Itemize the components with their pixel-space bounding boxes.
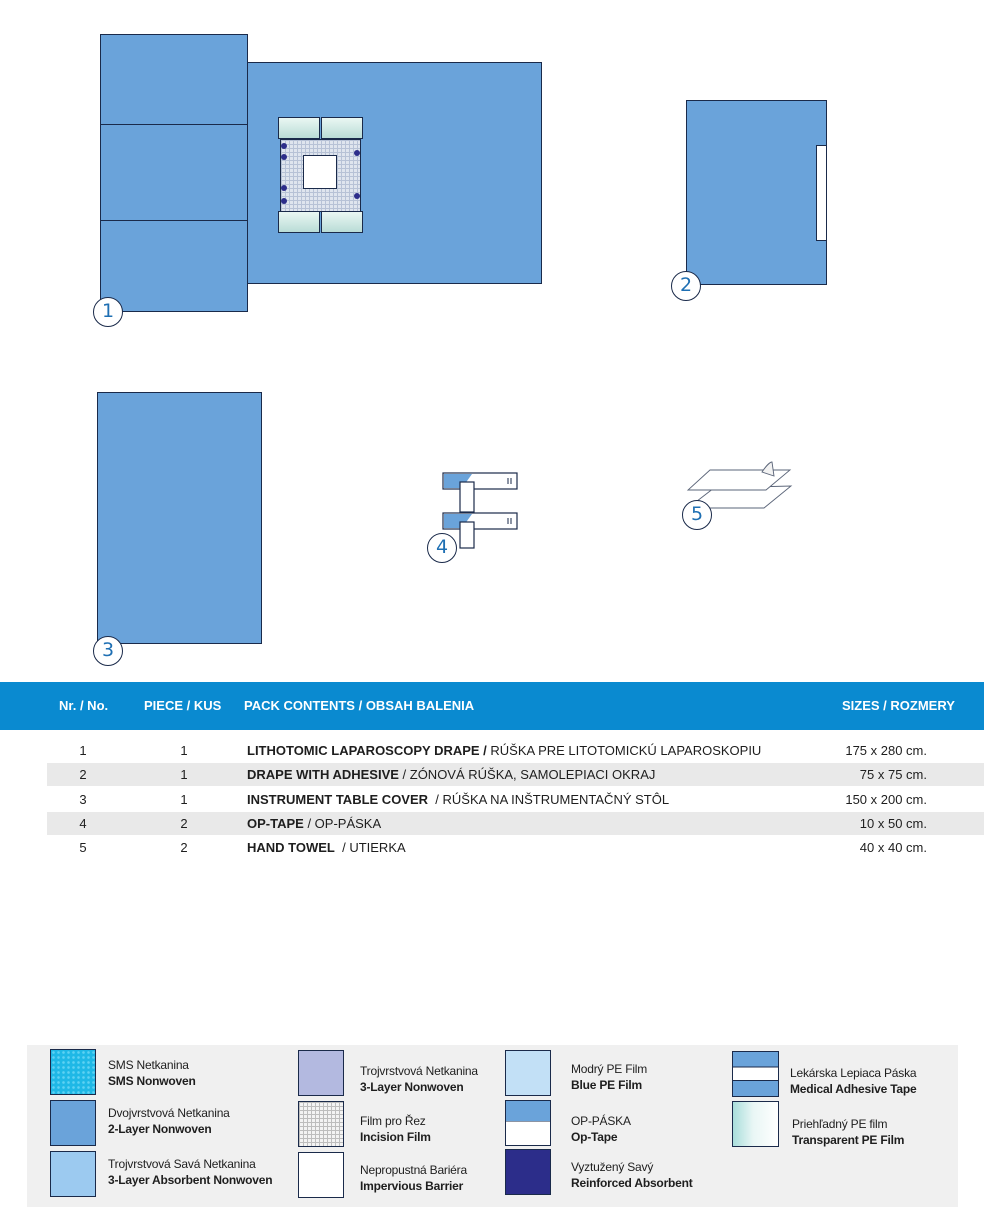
adhesive-edge-strip bbox=[816, 145, 827, 241]
cell-size: 75 x 75 cm. bbox=[859, 767, 927, 782]
item-1-drape-illustration bbox=[100, 34, 543, 312]
cell-contents bbox=[247, 792, 669, 807]
swatch-incision-film bbox=[298, 1101, 344, 1147]
legend-label: OP-PÁSKA Op-Tape bbox=[571, 1114, 631, 1144]
op-tape-upper bbox=[443, 473, 517, 512]
cell-piece: 1 bbox=[180, 792, 188, 807]
item-desc: / OP-PÁSKA bbox=[303, 816, 382, 831]
table-row bbox=[47, 739, 984, 762]
legend-label: Vyztužený Savý Reinforced Absorbent bbox=[571, 1160, 693, 1190]
table-row bbox=[47, 788, 984, 811]
swatch-reinforced-absorbent bbox=[505, 1149, 551, 1195]
swatch-op-tape bbox=[505, 1100, 551, 1146]
swatch-medical-adhesive-tape bbox=[732, 1051, 779, 1097]
table-header bbox=[0, 682, 984, 730]
legend-label: Trojvrstvová Netkanina 3-Layer Nonwoven bbox=[360, 1064, 478, 1094]
cell-nr: 4 bbox=[79, 816, 87, 831]
cell-nr: 5 bbox=[79, 840, 87, 855]
swatch-sms-nonwoven bbox=[50, 1049, 96, 1095]
incision-window bbox=[278, 117, 363, 233]
cell-contents bbox=[247, 840, 406, 855]
cell-size: 175 x 280 cm. bbox=[845, 743, 927, 758]
material-legend bbox=[27, 1045, 958, 1207]
adhesive-strip-bottom-right bbox=[321, 211, 363, 233]
cell-contents bbox=[247, 767, 655, 782]
reinforced-dot bbox=[281, 154, 287, 160]
header-nr: Nr. / No. bbox=[59, 698, 109, 713]
item-2-drape-illustration bbox=[686, 100, 827, 285]
swatch-transparent-pe-film bbox=[732, 1101, 779, 1147]
item-number-2: 2 bbox=[671, 271, 701, 301]
adhesive-strip-top-left bbox=[278, 117, 320, 139]
item-desc: / UTIERKA bbox=[334, 840, 406, 855]
legend-label: Trojvrstvová Savá Netkanina 3-Layer Absorbent Nonwoven bbox=[108, 1157, 273, 1187]
cell-piece: 1 bbox=[180, 743, 188, 758]
item-number-1: 1 bbox=[93, 297, 123, 327]
reinforced-dot bbox=[281, 185, 287, 191]
item-name: OP-TAPE bbox=[247, 816, 304, 831]
cell-size: 40 x 40 cm. bbox=[859, 840, 927, 855]
legend-label: Priehľadný PE film Transparent PE Film bbox=[792, 1117, 905, 1147]
cell-contents bbox=[247, 743, 761, 758]
swatch-3-layer-absorbent bbox=[50, 1151, 96, 1197]
reinforced-dot bbox=[281, 143, 287, 149]
reinforced-dot bbox=[281, 198, 287, 204]
legend-label: Nepropustná Bariéra Impervious Barrier bbox=[360, 1163, 467, 1193]
table-row bbox=[47, 836, 984, 859]
cell-piece: 1 bbox=[180, 767, 188, 782]
swatch-impervious-barrier bbox=[298, 1152, 344, 1198]
cell-size: 10 x 50 cm. bbox=[859, 816, 927, 831]
item-desc: / RÚŠKA NA INŠTRUMENTAČNÝ STÔL bbox=[428, 792, 670, 807]
incision-opening bbox=[303, 155, 337, 189]
item-name: DRAPE WITH ADHESIVE bbox=[247, 767, 399, 782]
drape-left-panel-top bbox=[100, 34, 248, 125]
item-desc: / ZÓNOVÁ RÚŠKA, SAMOLEPIACI OKRAJ bbox=[398, 767, 656, 782]
item-name: INSTRUMENT TABLE COVER bbox=[247, 792, 429, 807]
adhesive-strip-bottom-left bbox=[278, 211, 320, 233]
item-3-table-cover-illustration bbox=[97, 392, 262, 644]
cell-nr: 1 bbox=[79, 743, 87, 758]
cell-size: 150 x 200 cm. bbox=[845, 792, 927, 807]
cell-piece: 2 bbox=[180, 816, 188, 831]
item-name: HAND TOWEL bbox=[247, 840, 335, 855]
swatch-2-layer-nonwoven bbox=[50, 1100, 96, 1146]
item-name: LITHOTOMIC LAPAROSCOPY DRAPE / bbox=[247, 743, 487, 758]
cell-nr: 3 bbox=[79, 792, 87, 807]
item-number-5: 5 bbox=[682, 500, 712, 530]
swatch-blue-pe-film bbox=[505, 1050, 551, 1096]
reinforced-dot bbox=[354, 193, 360, 199]
legend-label: Film pro Řez Incision Film bbox=[360, 1114, 431, 1144]
item-number-3: 3 bbox=[93, 636, 123, 666]
cell-nr: 2 bbox=[79, 767, 87, 782]
header-sizes: SIZES / ROZMERY bbox=[842, 698, 955, 713]
cell-contents bbox=[247, 816, 381, 831]
table-row bbox=[47, 763, 984, 786]
item-desc: RÚŠKA PRE LITOTOMICKÚ LAPAROSKOPIU bbox=[486, 743, 762, 758]
legend-label: Modrý PE Film Blue PE Film bbox=[571, 1062, 648, 1092]
header-contents: PACK CONTENTS / OBSAH BALENIA bbox=[244, 698, 475, 713]
drape-left-panel-bottom bbox=[100, 220, 248, 312]
legend-label: Dvojvrstvová Netkanina 2-Layer Nonwoven bbox=[108, 1106, 230, 1136]
swatch-3-layer-nonwoven bbox=[298, 1050, 344, 1096]
header-piece: PIECE / KUS bbox=[144, 698, 222, 713]
drape-left-panel-middle bbox=[100, 124, 248, 221]
reinforced-dot bbox=[354, 150, 360, 156]
item-number-4: 4 bbox=[427, 533, 457, 563]
cell-piece: 2 bbox=[180, 840, 188, 855]
legend-label: SMS Netkanina SMS Nonwoven bbox=[108, 1058, 196, 1088]
adhesive-strip-top-right bbox=[321, 117, 363, 139]
legend-label: Lekárska Lepiaca Páska Medical Adhesive Tape bbox=[790, 1066, 917, 1096]
table-row bbox=[47, 812, 984, 835]
